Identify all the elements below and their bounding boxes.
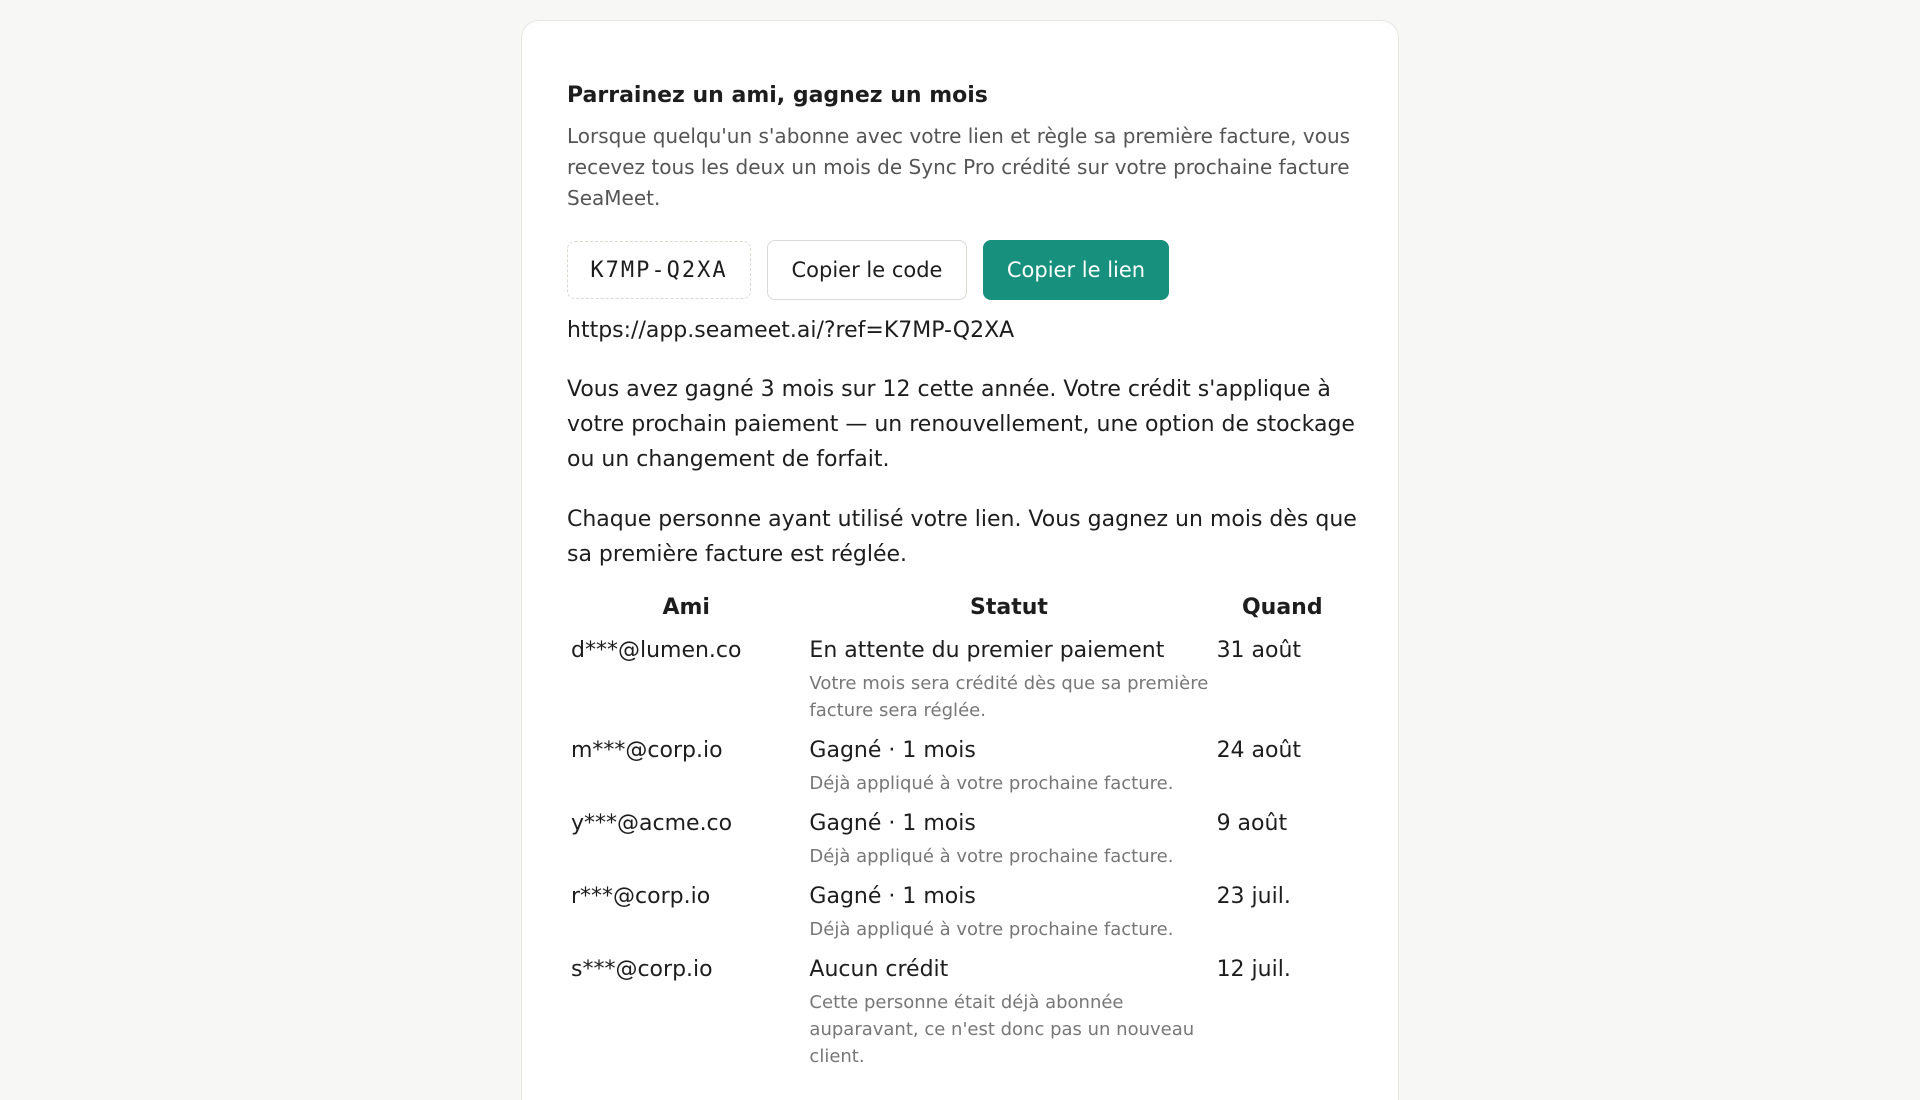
- status-detail: Déjà appliqué à votre prochaine facture.: [809, 773, 1174, 794]
- referral-code[interactable]: K7MP-Q2XA: [567, 241, 751, 299]
- referral-card: [521, 20, 1399, 1100]
- date-cell: 31 août: [1216, 638, 1302, 663]
- table-row: [567, 632, 1352, 732]
- copy-code-button[interactable]: Copier le code: [767, 240, 967, 300]
- status-detail: Déjà appliqué à votre prochaine facture.: [809, 919, 1174, 940]
- status-label: Gagné · 1 mois: [809, 738, 976, 763]
- friend-email: d***@lumen.co: [571, 638, 742, 663]
- status-label: Gagné · 1 mois: [809, 811, 976, 836]
- friend-email: m***@corp.io: [571, 738, 723, 763]
- friend-email: y***@acme.co: [571, 811, 733, 836]
- status-cell: [805, 951, 1212, 1078]
- table-header-row: [567, 590, 1352, 632]
- status-detail: Votre mois sera crédité dès que sa première facture sera réglée.: [809, 673, 1209, 721]
- table-row: [567, 878, 1352, 951]
- column-header-ami: Ami: [662, 594, 710, 620]
- table-row: [567, 805, 1352, 878]
- status-label: En attente du premier paiement: [809, 638, 1165, 663]
- status-detail: Déjà appliqué à votre prochaine facture.: [809, 846, 1174, 867]
- referrals-intro: Chaque personne ayant utilisé votre lien. Vous gagnez un mois dès que sa première facture est réglée.: [567, 507, 1357, 567]
- copy-link-button[interactable]: Copier le lien: [983, 240, 1169, 300]
- referral-link[interactable]: https://app.seameet.ai/?ref=K7MP-Q2XA: [567, 318, 1015, 343]
- date-cell: 9 août: [1216, 811, 1288, 836]
- status-cell: [805, 878, 1212, 951]
- referral-description: Lorsque quelqu'un s'abonne avec votre lien et règle sa première facture, vous recevez tous les deux un mois de Sync Pro crédité sur votre prochaine facture SeaMeet.: [567, 124, 1351, 210]
- referral-code-row: [567, 240, 1353, 300]
- column-header-statut: Statut: [970, 594, 1048, 620]
- table-row: [567, 732, 1352, 805]
- status-cell: [805, 805, 1212, 878]
- date-cell: 24 août: [1216, 738, 1302, 763]
- table-row: [567, 951, 1352, 1078]
- friend-email: s***@corp.io: [571, 957, 713, 982]
- friend-email: r***@corp.io: [571, 884, 711, 909]
- referrals-table: [567, 590, 1352, 1078]
- column-header-quand: Quand: [1241, 594, 1323, 620]
- date-cell: 12 juil.: [1216, 957, 1291, 982]
- status-cell: [805, 732, 1212, 805]
- status-cell: [805, 632, 1212, 732]
- referral-title: Parrainez un ami, gagnez un mois: [567, 83, 988, 108]
- date-cell: 23 juil.: [1216, 884, 1291, 909]
- earned-summary: Vous avez gagné 3 mois sur 12 cette année. Votre crédit s'applique à votre prochain paiement — un renouvellement, une option de stockage ou un changement de forfait.: [567, 377, 1355, 472]
- status-label: Gagné · 1 mois: [809, 884, 976, 909]
- status-label: Aucun crédit: [809, 957, 949, 982]
- status-detail: Cette personne était déjà abonnée auparavant, ce n'est donc pas un nouveau client.: [809, 992, 1195, 1067]
